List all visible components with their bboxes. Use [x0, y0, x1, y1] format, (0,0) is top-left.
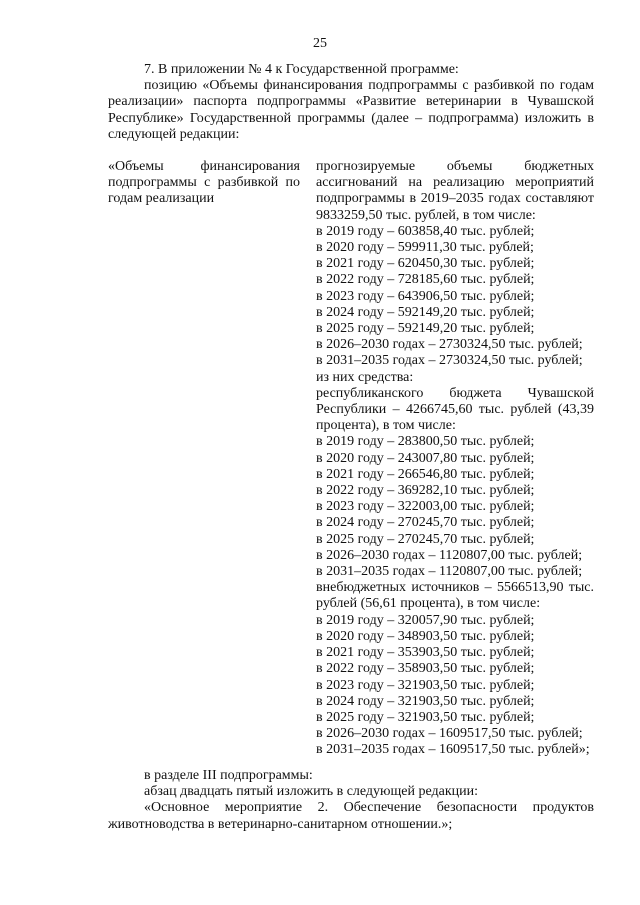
- republic-year-line: в 2026–2030 годах – 1120807,00 тыс. рублей;: [316, 547, 583, 563]
- republic-year-line: в 2031–2035 годах – 1120807,00 тыс. рублей;: [316, 564, 583, 580]
- extrabudget-year-line: в 2026–2030 годах – 1609517,50 тыс. рублей;: [316, 726, 583, 742]
- intro-paragraph: позицию «Объемы финансирования подпрограммы с разбивкой по годам реализации» паспорта подпрограммы «Развитие ветеринарии в Чувашской Республике» Государственной программы (далее – подпрограмма) изложить в следующей редакции:: [108, 78, 594, 142]
- table-right-column: [316, 159, 594, 759]
- republic-year-line: в 2025 году – 270245,70 тыс. рублей;: [316, 531, 535, 547]
- republic-year-line: в 2024 году – 270245,70 тыс. рублей;: [316, 515, 535, 531]
- item-heading: 7. В приложении № 4 к Государственной программе:: [144, 62, 459, 77]
- extrabudget-year-line: в 2025 году – 321903,50 тыс. рублей;: [316, 709, 535, 725]
- extrabudget-year-line: в 2021 году – 353903,50 тыс. рублей;: [316, 645, 535, 661]
- total-year-line: в 2031–2035 годах – 2730324,50 тыс. рублей;: [316, 353, 583, 369]
- table-left-label: «Объемы финансирования подпрограммы с разбивкой по годам реализации: [108, 159, 300, 207]
- total-year-line: в 2025 году – 592149,20 тыс. рублей;: [316, 321, 535, 337]
- total-year-line: в 2021 году – 620450,30 тыс. рублей;: [316, 256, 535, 272]
- after-block: [108, 768, 594, 833]
- section-line: в разделе III подпрограммы:: [144, 768, 313, 783]
- quote-paragraph: «Основное мероприятие 2. Обеспечение безопасности продуктов животноводства в ветеринарно-санитарном отношении.»;: [108, 800, 594, 832]
- instruction-line: абзац двадцать пятый изложить в следующей редакции:: [144, 784, 479, 800]
- total-year-line: в 2020 году – 599911,30 тыс. рублей;: [316, 240, 534, 256]
- extrabudget-year-line: в 2019 году – 320057,90 тыс. рублей;: [316, 612, 535, 628]
- extrabudget-intro: внебюджетных источников – 5566513,90 тыс. рублей (56,61 процента), в том числе:: [316, 580, 594, 612]
- extrabudget-year-line: в 2031–2035 годах – 1609517,50 тыс. рублей»;: [316, 742, 590, 758]
- total-year-line: в 2024 году – 592149,20 тыс. рублей;: [316, 304, 535, 320]
- of-which-line: из них средства:: [316, 369, 414, 385]
- republic-year-line: в 2019 году – 283800,50 тыс. рублей;: [316, 434, 535, 450]
- republic-year-line: в 2021 году – 266546,80 тыс. рублей;: [316, 466, 535, 482]
- extrabudget-year-line: в 2020 году – 348903,50 тыс. рублей;: [316, 628, 535, 644]
- intro-block: [108, 62, 594, 143]
- republic-year-line: в 2022 году – 369282,10 тыс. рублей;: [316, 483, 535, 499]
- funding-intro: прогнозируемые объемы бюджетных ассигнований на реализацию мероприятий подпрограммы в 2019–2035 годах составляют 9833259,50 тыс. рублей, в том числе:: [316, 159, 594, 223]
- republic-year-line: в 2020 году – 243007,80 тыс. рублей;: [316, 450, 535, 466]
- extrabudget-year-line: в 2022 году – 358903,50 тыс. рублей;: [316, 661, 535, 677]
- total-year-line: в 2019 году – 603858,40 тыс. рублей;: [316, 223, 535, 239]
- extrabudget-year-line: в 2023 году – 321903,50 тыс. рублей;: [316, 677, 535, 693]
- extrabudget-year-line: в 2024 году – 321903,50 тыс. рублей;: [316, 693, 535, 709]
- total-year-line: в 2023 году – 643906,50 тыс. рублей;: [316, 288, 535, 304]
- republic-year-line: в 2023 году – 322003,00 тыс. рублей;: [316, 499, 535, 515]
- page-number: 25: [313, 36, 327, 51]
- total-year-line: в 2022 году – 728185,60 тыс. рублей;: [316, 272, 535, 288]
- total-year-line: в 2026–2030 годах – 2730324,50 тыс. рублей;: [316, 337, 583, 353]
- republic-budget-intro: республиканского бюджета Чувашской Республики – 4266745,60 тыс. рублей (43,39 процента), в том числе:: [316, 385, 594, 434]
